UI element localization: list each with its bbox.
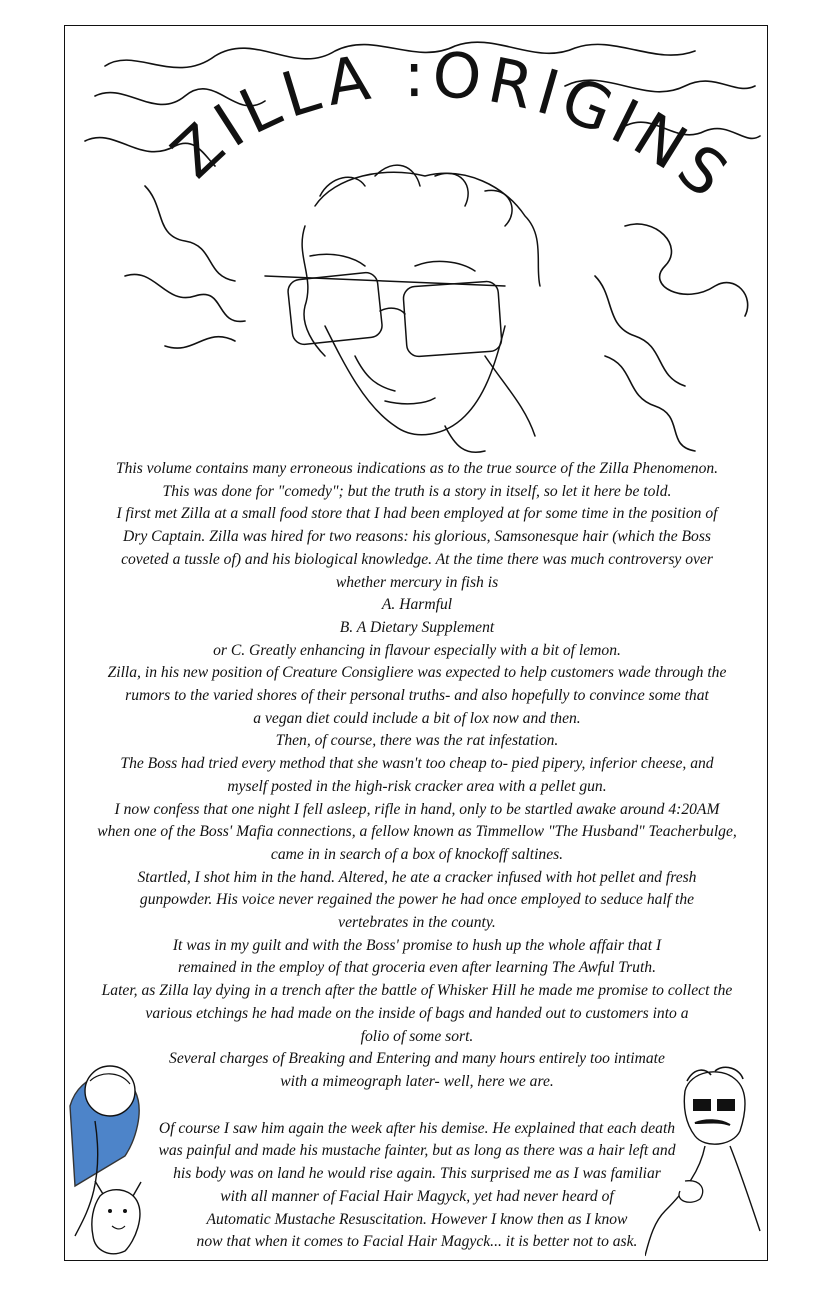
story-line: I now confess that one night I fell asleep, rifle in hand, only to be startled awake around 4:20AM (114, 800, 720, 818)
mustached-man-illustration (645, 1061, 768, 1261)
story-line: his body was on land he would rise again. This surprised me as I was familiar (173, 1165, 661, 1183)
story-line: folio of some sort. (360, 1027, 474, 1045)
page-title: ZILLA :ORIGINS (157, 37, 746, 216)
story-line: with all manner of Facial Hair Magyck, yet had never heard of (220, 1187, 614, 1205)
story-line: Several charges of Breaking and Entering and many hours entirely too intimate (169, 1050, 665, 1068)
story-line: coveted a tussle of) and his biological knowledge. At the time there was much controversy over (121, 550, 713, 568)
comic-page (64, 25, 768, 1261)
story-line: This volume contains many erroneous indications as to the true source of the Zilla Phenomenon. (115, 460, 719, 477)
story-line: remained in the employ of that groceria even after learning The Awful Truth. (177, 959, 656, 977)
story-line: I first met Zilla at a small food store that I had been employed at for some time in the position of (116, 505, 718, 523)
story-line: B. A Dietary Supplement (339, 618, 495, 636)
story-line: Later, as Zilla lay dying in a trench after the battle of Whisker Hill he made me promise to collect the (101, 982, 733, 1000)
story-line: Startled, I shot him in the hand. Altered, he ate a cracker infused with hot pellet and fresh (137, 868, 697, 886)
story-line: now that when it comes to Facial Hair Magyck... it is better not to ask. (196, 1233, 638, 1251)
story-line: It was in my guilt and with the Boss' promise to hush up the whole affair that I (172, 936, 662, 954)
story-line: was painful and made his mustache fainter, but as long as there was a hair left and (158, 1142, 676, 1160)
story-line: A. Harmful (381, 596, 453, 614)
story-line: whether mercury in fish is (335, 573, 499, 591)
story-line: This was done for "comedy"; but the truth is a story in itself, so let it here be told. (162, 482, 672, 500)
story-paragraphs (65, 458, 768, 1094)
story-line: vertebrates in the county. (338, 914, 496, 932)
story-line: gunpowder. His voice never regained the power he had once employed to seduce half the (139, 891, 695, 909)
story-line: Dry Captain. Zilla was hired for two reasons: his glorious, Samsonesque hair (which the Boss (123, 528, 711, 546)
title-banner (65, 26, 768, 226)
story-line: Then, of course, there was the rat infestation. (275, 732, 559, 750)
story-line: or C. Greatly enhancing in flavour especially with a bit of lemon. (213, 641, 621, 659)
story-line: Automatic Mustache Resuscitation. However I know then as I know (206, 1210, 628, 1228)
story-line: Of course I saw him again the week after his demise. He explained that each death (158, 1119, 676, 1137)
story-line: when one of the Boss' Mafia connections, a fellow known as Timmellow "The Husband" Teacherbulge, (97, 823, 737, 841)
story-line: came in in search of a box of knockoff saltines. (270, 845, 564, 863)
story-line: Zilla, in his new position of Creature Consigliere was expected to help customers wade through the (107, 664, 727, 682)
story-line: a vegan diet could include a bit of lox now and then. (253, 709, 581, 727)
story-line: myself posted in the high-risk cracker area with a pellet gun. (227, 777, 607, 795)
story-line: with a mimeograph later- well, here we are. (280, 1072, 554, 1090)
story-line: various etchings he had made on the inside of bags and handed out to customers into a (145, 1004, 689, 1022)
old-man-and-dog-illustration (65, 1046, 195, 1261)
story-line: The Boss had tried every method that she wasn't too cheap to- pied pipery, inferior cheese, and (120, 755, 714, 773)
story-line: rumors to the varied shores of their personal truths- and also hopefully to convince some that (125, 687, 709, 705)
